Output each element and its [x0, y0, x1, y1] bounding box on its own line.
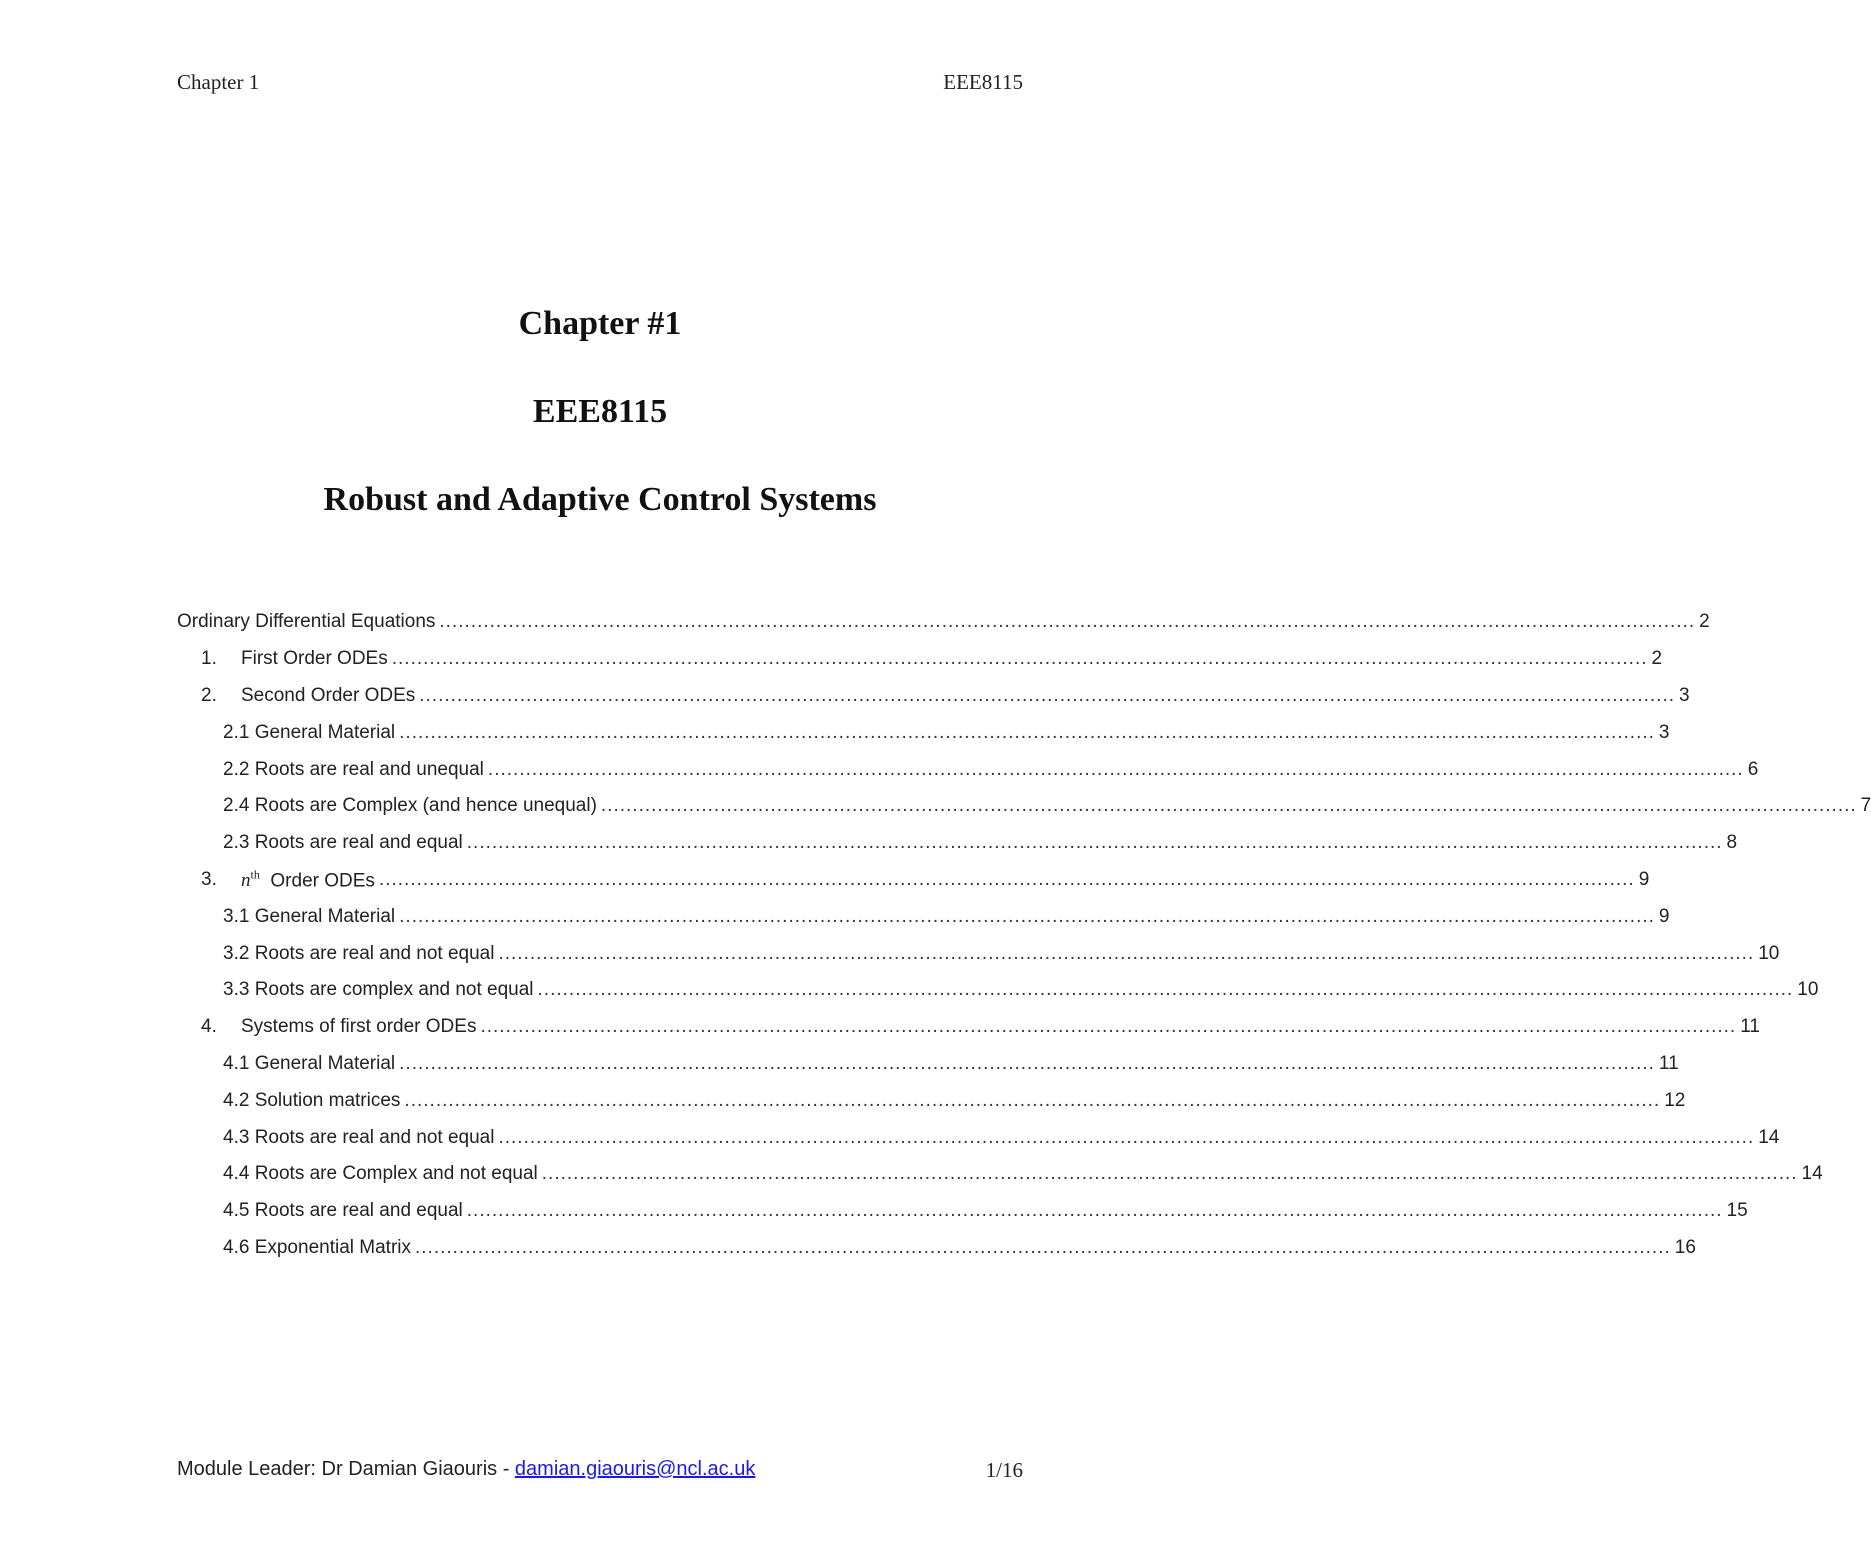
- page-number: 1/16: [985, 1458, 1023, 1482]
- page-footer: [177, 1458, 1023, 1483]
- toc-entry-page: 14: [1801, 1163, 1823, 1185]
- header-chapter: Chapter 1: [177, 70, 260, 94]
- toc-leader-dots: ........................................................................................................................................................................................................: [537, 979, 1794, 1001]
- toc-leader-dots: ........................................................................................................................................................................................................: [498, 1126, 1755, 1148]
- toc-entry-label: 4.6 Exponential Matrix: [223, 1236, 411, 1258]
- toc-entry-label: 4.5 Roots are real and equal: [223, 1200, 463, 1222]
- toc-entry-page: 6: [1747, 758, 1759, 780]
- toc-entry[interactable]: [177, 1193, 1748, 1230]
- module-name-title: Robust and Adaptive Control Systems: [323, 481, 877, 518]
- toc-entry-label: 2.4 Roots are Complex (and hence unequal): [223, 795, 597, 817]
- toc-leader-dots: ........................................................................................................................................................................................................: [541, 1163, 1798, 1185]
- toc-entry-number: 1.: [201, 648, 217, 670]
- toc-entry-page: 3: [1658, 721, 1670, 743]
- toc-entry-page: 3: [1679, 684, 1690, 706]
- toc-leader-dots: ........................................................................................................................................................................................................: [404, 1089, 1661, 1111]
- toc-entry-label: Systems of first order ODEs: [241, 1016, 477, 1038]
- footer-leader: [177, 1458, 755, 1483]
- toc-entry-page: 2: [1651, 648, 1663, 670]
- toc-leader-dots: ........................................................................................................................................................................................................: [399, 721, 1655, 743]
- toc-entry-page: 9: [1658, 905, 1670, 927]
- toc-entry-label: Second Order ODEs: [241, 684, 416, 706]
- toc-entry[interactable]: [177, 641, 1663, 678]
- toc-leader-dots: ........................................................................................................................................................................................................: [415, 1236, 1671, 1258]
- module-leader-text: Module Leader: Dr Damian Giaouris -: [177, 1458, 515, 1480]
- email-link[interactable]: damian.giaouris@ncl.ac.uk: [514, 1458, 756, 1480]
- toc-entry-label: 2.3 Roots are real and equal: [223, 832, 463, 854]
- toc-entry[interactable]: [177, 862, 1650, 899]
- header-module-code: EEE8115: [943, 70, 1023, 94]
- toc-entry-label: First Order ODEs: [241, 648, 388, 670]
- toc-entry-label: 2.2 Roots are real and unequal: [223, 758, 484, 780]
- toc-entry[interactable]: [177, 1082, 1686, 1119]
- toc-entry[interactable]: [177, 825, 1738, 862]
- toc-entry-number: 3.: [201, 868, 217, 890]
- toc-entry-label: 3.2 Roots are real and not equal: [223, 942, 495, 964]
- toc-entry-page: 10: [1758, 942, 1780, 964]
- toc-entry-page: 10: [1797, 979, 1819, 1001]
- toc-entry-label: Ordinary Differential Equations: [177, 611, 436, 633]
- toc-leader-dots: ........................................................................................................................................................................................................: [419, 684, 1676, 706]
- toc-entry-label: 2.1 General Material: [223, 721, 396, 743]
- toc-entry[interactable]: [177, 1230, 1696, 1267]
- toc-entry-label: 4.2 Solution matrices: [223, 1089, 401, 1111]
- toc-leader-dots: ........................................................................................................................................................................................................: [439, 611, 1696, 633]
- toc-entry[interactable]: [177, 1046, 1679, 1083]
- toc-leader-dots: ........................................................................................................................................................................................................: [498, 942, 1755, 964]
- toc-entry-page: 12: [1664, 1089, 1686, 1111]
- toc-entry[interactable]: [177, 1156, 1823, 1193]
- toc-leader-dots: ........................................................................................................................................................................................................: [487, 758, 1744, 780]
- toc-leader-dots: ........................................................................................................................................................................................................: [399, 1052, 1655, 1074]
- toc-leader-dots: ........................................................................................................................................................................................................: [480, 1016, 1737, 1038]
- toc-leader-dots: ........................................................................................................................................................................................................: [466, 1200, 1723, 1222]
- toc-entry[interactable]: [177, 898, 1670, 935]
- page-header: [177, 70, 1023, 95]
- toc-entry-label: $n^{th}$ Order ODEs: [241, 867, 375, 892]
- toc-entry-label: 4.3 Roots are real and not equal: [223, 1126, 495, 1148]
- toc-leader-dots: ........................................................................................................................................................................................................: [378, 868, 1635, 890]
- toc-entry[interactable]: [177, 751, 1759, 788]
- toc-entry-label: 4.1 General Material: [223, 1052, 396, 1074]
- toc-entry-page: 11: [1740, 1016, 1760, 1038]
- toc-leader-dots: ........................................................................................................................................................................................................: [600, 795, 1857, 817]
- toc-entry-label: 3.3 Roots are complex and not equal: [223, 979, 534, 1001]
- toc-entry-page: 11: [1658, 1052, 1679, 1074]
- toc-entry-number: 2.: [201, 684, 217, 706]
- toc-entry-label: 4.4 Roots are Complex and not equal: [223, 1163, 538, 1185]
- toc-entry-page: 7: [1860, 795, 1871, 817]
- module-code-title: EEE8115: [532, 393, 668, 430]
- toc-entry-page: 15: [1726, 1200, 1748, 1222]
- toc-entry-page: 8: [1726, 832, 1738, 854]
- toc-entry-page: 14: [1758, 1126, 1780, 1148]
- table-of-contents: [177, 604, 1871, 1266]
- toc-entry-page: 9: [1638, 868, 1650, 890]
- toc-leader-dots: ........................................................................................................................................................................................................: [466, 832, 1723, 854]
- toc-entry[interactable]: [177, 714, 1670, 751]
- toc-entry-page: 16: [1674, 1236, 1696, 1258]
- toc-entry-label: 3.1 General Material: [223, 905, 396, 927]
- toc-entry[interactable]: [177, 788, 1871, 825]
- toc-entry[interactable]: [177, 1009, 1760, 1046]
- toc-entry[interactable]: [177, 604, 1710, 641]
- nth-symbol: $n^{th}$: [241, 867, 260, 892]
- chapter-title: Chapter #1: [518, 305, 682, 342]
- toc-leader-dots: ........................................................................................................................................................................................................: [391, 648, 1648, 670]
- toc-entry[interactable]: [177, 972, 1819, 1009]
- toc-leader-dots: ........................................................................................................................................................................................................: [399, 905, 1655, 927]
- toc-entry-number: 4.: [201, 1016, 217, 1038]
- toc-entry[interactable]: [177, 1119, 1780, 1156]
- toc-entry[interactable]: [177, 678, 1690, 715]
- toc-entry-page: 2: [1699, 611, 1710, 633]
- toc-entry[interactable]: [177, 935, 1780, 972]
